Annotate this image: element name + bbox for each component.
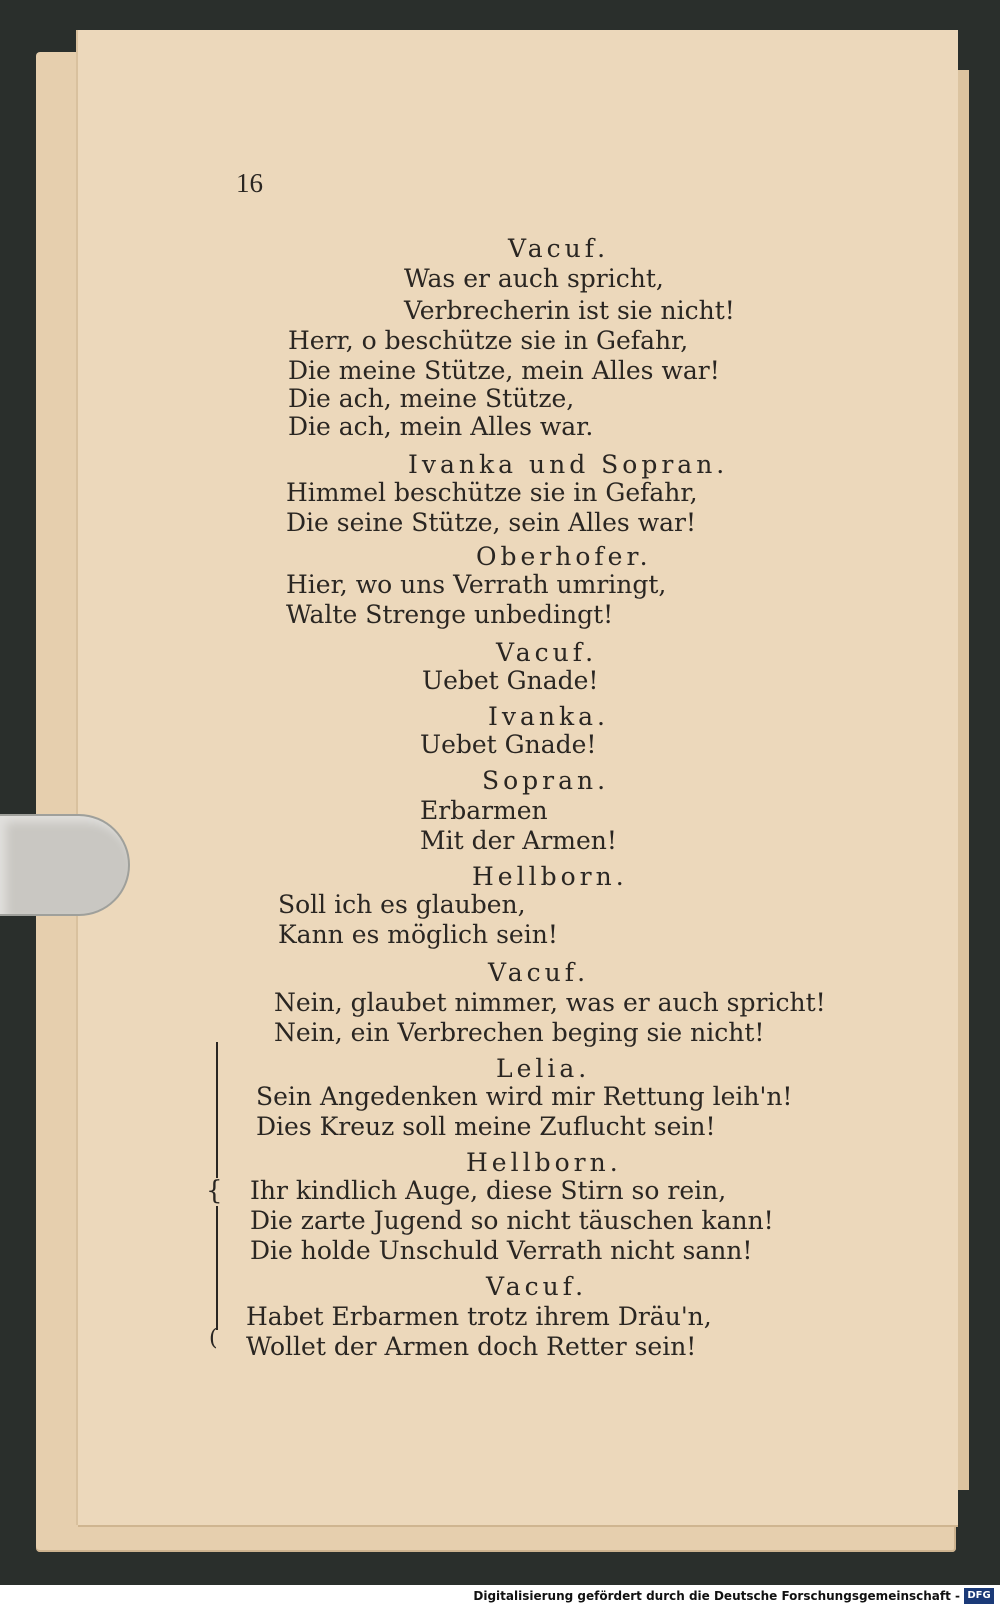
speaker-ivanka: Ivanka. — [488, 702, 610, 731]
verse-line: Ihr kindlich Auge, diese Stirn so rein, — [250, 1176, 727, 1205]
speaker-vacuf: Vacuf. — [508, 234, 610, 263]
brace-upper — [216, 1042, 218, 1178]
verse-line: Himmel beschütze sie in Gefahr, — [286, 478, 698, 507]
verse-line: Wollet der Armen doch Retter sein! — [246, 1332, 697, 1361]
verse-line: Erbarmen — [420, 796, 548, 825]
speaker-vacuf: Vacuf. — [488, 958, 590, 987]
verse-line: Walte Strenge unbedingt! — [286, 600, 614, 629]
verse-line: Nein, ein Verbrechen beging sie nicht! — [274, 1018, 765, 1047]
verse-line: Was er auch spricht, — [404, 264, 664, 293]
speaker-oberhofer: Oberhofer. — [476, 542, 652, 571]
speaker-hellborn: Hellborn. — [466, 1148, 622, 1177]
speaker-lelia: Lelia. — [496, 1054, 591, 1083]
verse-line: Soll ich es glauben, — [278, 890, 526, 919]
verse-line: Mit der Armen! — [420, 826, 617, 855]
verse-line: Die ach, meine Stütze, — [288, 384, 575, 413]
verse-line: Die ach, mein Alles war. — [288, 412, 594, 441]
speaker-hellborn: Hellborn. — [472, 862, 628, 891]
brace-foot: ( — [209, 1326, 218, 1351]
verse-line: Sein Angedenken wird mir Rettung leih'n! — [256, 1082, 793, 1111]
verse-line: Habet Erbarmen trotz ihrem Dräu'n, — [246, 1302, 712, 1331]
verse-line: Verbrecherin ist sie nicht! — [404, 296, 735, 325]
brace-point: { — [206, 1176, 223, 1206]
verse-line: Die meine Stütze, mein Alles war! — [288, 356, 720, 385]
scanner-thumb — [0, 814, 130, 916]
verse-line: Dies Kreuz soll meine Zuflucht sein! — [256, 1112, 716, 1141]
verse-line: Uebet Gnade! — [422, 666, 599, 695]
verse-line: Die zarte Jugend so nicht täuschen kann! — [250, 1206, 774, 1235]
speaker-vacuf: Vacuf. — [486, 1272, 588, 1301]
verse-line: Herr, o beschütze sie in Gefahr, — [288, 326, 689, 355]
speaker-ivanka-und-sopran: Ivanka und Sopran. — [408, 450, 729, 479]
brace-lower — [216, 1206, 218, 1330]
verse-line: Hier, wo uns Verrath umringt, — [286, 570, 667, 599]
speaker-sopran: Sopran. — [482, 766, 610, 795]
verse-line: Nein, glaubet nimmer, was er auch spricht! — [274, 988, 826, 1017]
verse-line: Die seine Stütze, sein Alles war! — [286, 508, 697, 537]
speaker-vacuf: Vacuf. — [496, 638, 598, 667]
footer-bar — [0, 1585, 1000, 1608]
verse-line: Uebet Gnade! — [420, 730, 597, 759]
footer-credit: Digitalisierung gefördert durch die Deutsche Forschungsgemeinschaft - — [473, 1589, 960, 1603]
verse-line: Kann es möglich sein! — [278, 920, 558, 949]
verse-line: Die holde Unschuld Verrath nicht sann! — [250, 1236, 753, 1265]
page-number: 16 — [236, 168, 263, 198]
dfg-logo: DFG — [964, 1588, 994, 1604]
